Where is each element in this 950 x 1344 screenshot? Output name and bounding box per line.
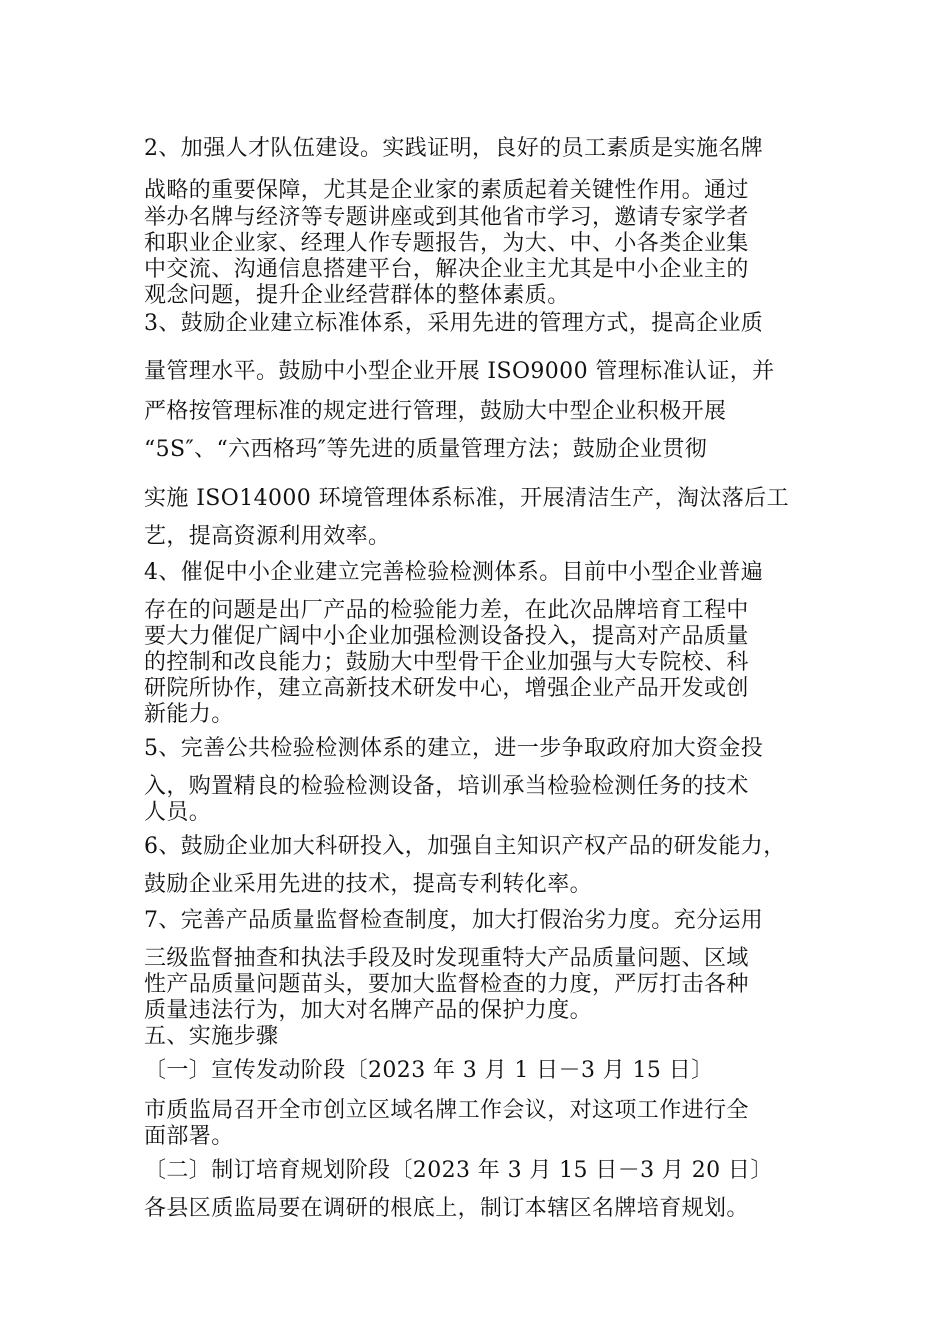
text-line: 面部署。 (144, 1124, 234, 1149)
text-line: 要大力催促广阔中小企业加强检测设备投入，提高对产品质量 (144, 624, 749, 649)
text-line: 的控制和改良能力；鼓励大中型骨干企业加强与大专院校、科 (144, 650, 749, 675)
text-line: 量管理水平。鼓励中小型企业开展 ISO9000 管理标准认证，并 (144, 359, 775, 384)
subsection-heading: 〔二〕制订培育规划阶段〔2023 年 3 月 15 日－3 月 20 日〕 (144, 1158, 773, 1183)
text-line: “5S″、“六西格玛″等先进的质量管理方法；鼓励企业贯彻 (144, 437, 708, 462)
section-heading: 五、实施步骤 (144, 1024, 279, 1049)
subsection-heading: 〔一〕宣传发动阶段〔2023 年 3 月 1 日－3 月 15 日〕 (144, 1058, 714, 1083)
text-line: 三级监督抽查和执法手段及时发现重特大产品质量问题、区域 (144, 946, 749, 971)
text-line: 艺，提高资源利用效率。 (144, 524, 391, 549)
text-line: 研院所协作，建立高新技术研发中心，增强企业产品开发或创 (144, 676, 749, 701)
text-line: 观念问题，提升企业经营群体的整体素质。 (144, 283, 570, 308)
text-line: 2、加强人才队伍建设。实践证明，良好的员工素质是实施名牌 (144, 136, 764, 161)
text-line: 质量违法行为，加大对名牌产品的保护力度。 (144, 998, 593, 1023)
text-line: 3、鼓励企业建立标准体系，采用先进的管理方式，提高企业质 (144, 311, 764, 336)
text-line: 存在的问题是出厂产品的检验能力差，在此次品牌培育工程中 (144, 598, 749, 623)
text-line: 市质监局召开全市创立区域名牌工作会议，对这项工作进行全 (144, 1098, 749, 1123)
text-line: 5、完善公共检验检测体系的建立，进一步争取政府加大资金投 (144, 736, 764, 761)
text-line: 鼓励企业采用先进的技术，提高专利转化率。 (144, 872, 593, 897)
text-line: 入，购置精良的检验检测设备，培训承当检验检测任务的技术 (144, 774, 749, 799)
text-line: 中交流、沟通信息搭建平台，解决企业主尤其是中小企业主的 (144, 257, 749, 282)
text-line: 7、完善产品质量监督检查制度，加大打假治劣力度。充分运用 (144, 908, 764, 933)
text-line: 举办名牌与经济等专题讲座或到其他省市学习，邀请专家学者 (144, 205, 749, 230)
text-line: 严格按管理标准的规定进行管理，鼓励大中型企业积极开展 (144, 399, 727, 424)
text-line: 新能力。 (144, 702, 234, 727)
text-line: 实施 ISO14000 环境管理体系标准，开展清洁生产，淘汰落后工 (144, 486, 789, 511)
text-line: 战略的重要保障，尤其是企业家的素质起着关键性作用。通过 (144, 178, 749, 203)
text-line: 6、鼓励企业加大科研投入，加强自主知识产权产品的研发能力， (144, 834, 786, 859)
text-line: 和职业企业家、经理人作专题报告，为大、中、小各类企业集 (144, 231, 749, 256)
text-line: 各县区质监局要在调研的根底上，制订本辖区名牌培育规划。 (144, 1196, 749, 1221)
text-line: 性产品质量问题苗头，要加大监督检查的力度，严厉打击各种 (144, 972, 749, 997)
text-line: 人员。 (144, 800, 212, 825)
text-line: 4、催促中小企业建立完善检验检测体系。目前中小型企业普遍 (144, 560, 764, 585)
